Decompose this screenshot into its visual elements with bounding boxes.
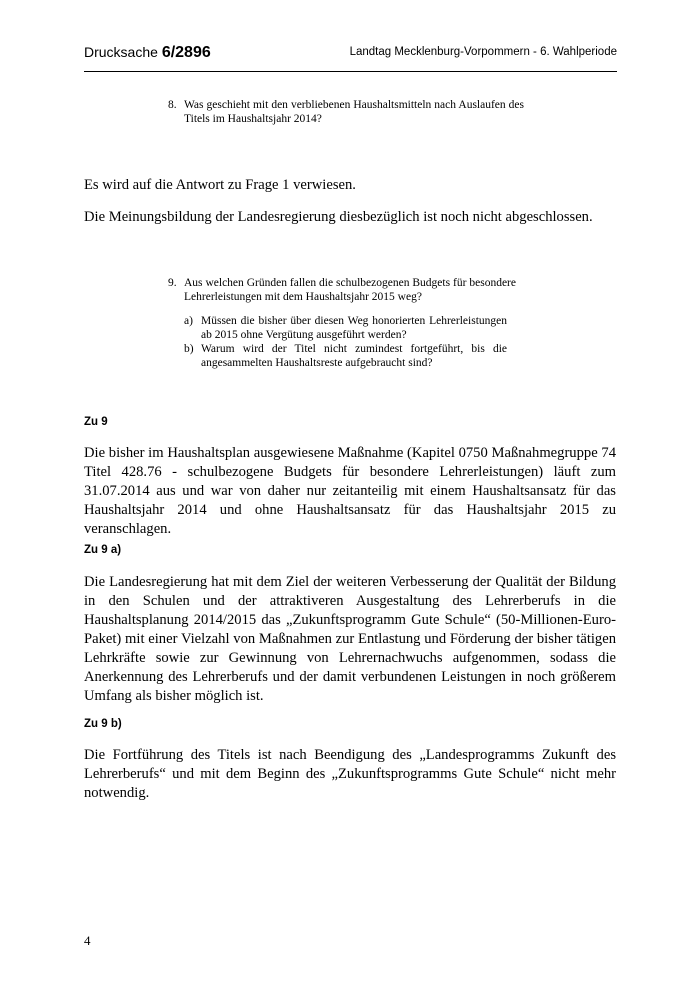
question-9a-label: a) [184,315,193,327]
document-label: Drucksache [84,44,158,60]
document-reference [84,44,211,62]
question-9b-label: b) [184,343,194,355]
question-9b-text: Warum wird der Titel nicht zumindest fortgeführt, bis die angesammelten Haushaltsreste aufgebraucht sind? [201,343,507,369]
answer-9b-text: Die Fortführung des Titels ist nach Beendigung des „Landesprogramms Zukunft des Lehrerberufs“ und mit dem Beginn des „Zukunftsprogramms Gute Schule“ nicht mehr notwendig. [84,747,616,801]
document-number: 6/2896 [161,44,211,61]
answer-9-text: Die bisher im Haushaltsplan ausgewiesene Maßnahme (Kapitel 0750 Maßnahmegruppe 74 Titel 428.76 - schulbezogene Budgets für besondere Lehrerleistungen) läuft zum 31.07.2014 aus und war von daher nur zeitanteilig mit einem Haushaltsansatz für das Haushaltsjahr 2014 und ohne Haushaltsansatz für das Haushaltsjahr 2015 zu veranschlagen. [84,445,616,537]
page-header [84,44,617,70]
heading-zu-9a: Zu 9 a) [84,544,122,556]
question-9-text: Aus welchen Gründen fallen die schulbezogenen Budgets für besondere Lehrerleistungen mit dem Haushaltsjahr 2015 weg? [184,277,516,303]
question-9-number: 9. [168,277,177,289]
question-9 [168,276,518,306]
page-number: 4 [84,933,91,948]
question-9a-text: Müssen die bisher über diesen Weg honorierten Lehrerleistungen ab 2015 ohne Vergütung ausgeführt werden? [201,315,507,341]
parliament-label: Landtag Mecklenburg-Vorpommern - 6. Wahlperiode [349,46,617,58]
answer-8-statement: Die Meinungsbildung der Landesregierung diesbezüglich ist noch nicht abgeschlossen. [84,209,593,225]
question-8-text: Was geschieht mit den verbliebenen Haushaltsmitteln nach Auslaufen des Titels im Haushaltsjahr 2014? [184,99,524,125]
header-rule [84,71,617,72]
answer-9a-text: Die Landesregierung hat mit dem Ziel der weiteren Verbesserung der Qualität der Bildung in den Schulen und der attraktiveren Ausgestaltung des Lehrerberufs in die Haushaltsplanung 2014/2015 das „Zukunftsprogramm Gute Schule“ (50-Millionen-Euro-Paket) mit einer Vielzahl von Maßnahmen zur Entlastung und Förderung der bisher tätigen Lehrkräfte sowie zur Gewinnung von Lehrernachwuchs aufgenommen, sodass die Anerkennung des Lehrerberufs und der damit verbundenen Leistungen in noch größerem Umfang als bisher möglich ist. [84,574,616,704]
heading-zu-9b: Zu 9 b) [84,718,122,730]
question-8 [168,98,526,128]
answer-8-reference: Es wird auf die Antwort zu Frage 1 verwiesen. [84,177,356,193]
question-8-number: 8. [168,99,177,111]
heading-zu-9: Zu 9 [84,416,108,428]
